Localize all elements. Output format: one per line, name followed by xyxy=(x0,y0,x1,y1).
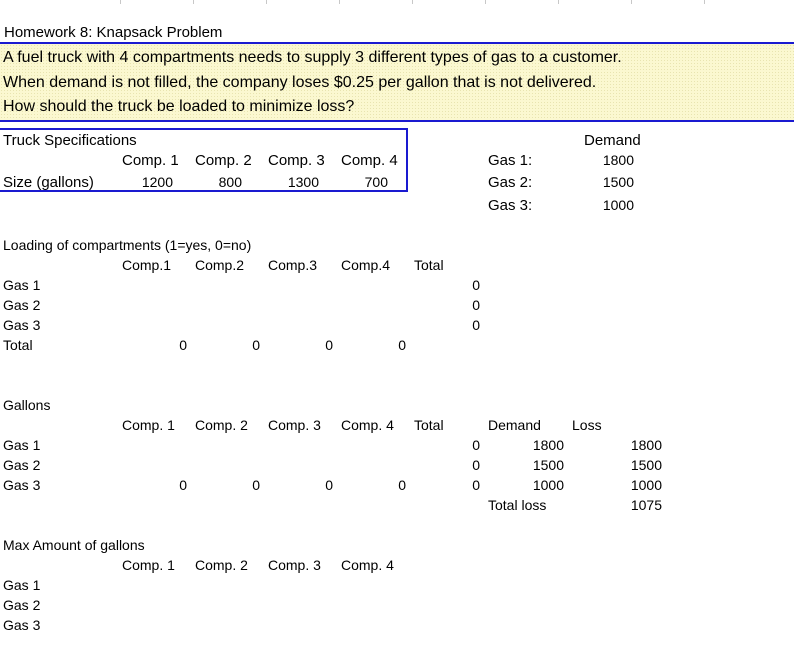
problem-top-border xyxy=(0,42,794,44)
column-gridline xyxy=(412,0,413,4)
gallons-demand-gas2[interactable]: 1500 xyxy=(532,457,564,473)
gallons-gas3-comp4[interactable]: 0 xyxy=(398,477,406,493)
gallons-total-gas1[interactable]: 0 xyxy=(472,437,480,453)
column-gridline xyxy=(120,0,121,4)
spec-size-comp1[interactable]: 1200 xyxy=(141,174,173,190)
loading-header-comp2[interactable]: Comp.2 xyxy=(195,257,245,273)
column-gridline xyxy=(193,0,194,4)
spec-header-comp1[interactable]: Comp. 1 xyxy=(122,152,179,169)
gallons-loss-gas1[interactable]: 1800 xyxy=(630,437,662,453)
loading-total-comp2[interactable]: 0 xyxy=(252,337,260,353)
spec-header-comp2[interactable]: Comp. 2 xyxy=(195,152,252,169)
truck-spec-title[interactable]: Truck Specifications xyxy=(3,132,137,149)
gallons-loss-gas2[interactable]: 1500 xyxy=(630,457,662,473)
spec-row-label[interactable]: Size (gallons) xyxy=(3,174,94,191)
spec-header-comp3[interactable]: Comp. 3 xyxy=(268,152,325,169)
max-header-comp1[interactable]: Comp. 1 xyxy=(122,557,175,573)
gallons-header-comp1[interactable]: Comp. 1 xyxy=(122,417,175,433)
gallons-row-label-gas3[interactable]: Gas 3 xyxy=(3,477,41,493)
loading-total-comp3[interactable]: 0 xyxy=(325,337,333,353)
gallons-header-demand[interactable]: Demand xyxy=(488,417,541,433)
loading-row-label-gas1[interactable]: Gas 1 xyxy=(3,277,41,293)
demand-label-gas3[interactable]: Gas 3: xyxy=(488,197,533,214)
loading-header-comp4[interactable]: Comp.4 xyxy=(341,257,391,273)
loading-total-comp4[interactable]: 0 xyxy=(398,337,406,353)
gallons-gas3-comp2[interactable]: 0 xyxy=(252,477,260,493)
loading-total-gas2[interactable]: 0 xyxy=(472,297,480,313)
loading-row-label-gas3[interactable]: Gas 3 xyxy=(3,317,41,333)
max-amount-title[interactable]: Max Amount of gallons xyxy=(3,537,145,553)
demand-value-gas2[interactable]: 1500 xyxy=(602,174,634,190)
gallons-demand-gas1[interactable]: 1800 xyxy=(532,437,564,453)
gallons-title[interactable]: Gallons xyxy=(3,397,51,413)
problem-line-1[interactable]: A fuel truck with 4 compartments needs to supply 3 different types of gas to a customer. xyxy=(3,49,622,66)
max-header-comp3[interactable]: Comp. 3 xyxy=(268,557,321,573)
loading-total-label[interactable]: Total xyxy=(3,337,33,353)
gallons-loss-gas3[interactable]: 1000 xyxy=(630,477,662,493)
gallons-total-gas3[interactable]: 0 xyxy=(472,477,480,493)
demand-label-gas2[interactable]: Gas 2: xyxy=(488,174,533,191)
loading-row-label-gas2[interactable]: Gas 2 xyxy=(3,297,41,313)
max-row-label-gas2[interactable]: Gas 2 xyxy=(3,597,41,613)
max-row-label-gas1[interactable]: Gas 1 xyxy=(3,577,41,593)
gallons-header-comp4[interactable]: Comp. 4 xyxy=(341,417,394,433)
gallons-header-comp3[interactable]: Comp. 3 xyxy=(268,417,321,433)
max-header-comp2[interactable]: Comp. 2 xyxy=(195,557,248,573)
max-row-label-gas3[interactable]: Gas 3 xyxy=(3,617,41,633)
gallons-row-label-gas2[interactable]: Gas 2 xyxy=(3,457,41,473)
gallons-gas3-comp3[interactable]: 0 xyxy=(325,477,333,493)
column-gridline xyxy=(339,0,340,4)
max-header-comp4[interactable]: Comp. 4 xyxy=(341,557,394,573)
total-loss-label[interactable]: Total loss xyxy=(488,497,547,513)
spec-size-comp2[interactable]: 800 xyxy=(218,174,242,190)
gallons-header-loss[interactable]: Loss xyxy=(572,417,602,433)
problem-line-2[interactable]: When demand is not filled, the company loses $0.25 per gallon that is not delivered. xyxy=(3,74,597,91)
demand-title[interactable]: Demand xyxy=(584,132,641,149)
loading-header-comp1[interactable]: Comp.1 xyxy=(122,257,172,273)
gallons-header-total[interactable]: Total xyxy=(414,417,444,433)
demand-label-gas1[interactable]: Gas 1: xyxy=(488,152,533,169)
gallons-row-label-gas1[interactable]: Gas 1 xyxy=(3,437,41,453)
loading-title[interactable]: Loading of compartments (1=yes, 0=no) xyxy=(3,237,252,253)
gallons-total-gas2[interactable]: 0 xyxy=(472,457,480,473)
gallons-demand-gas3[interactable]: 1000 xyxy=(532,477,564,493)
loading-total-gas1[interactable]: 0 xyxy=(472,277,480,293)
gallons-header-comp2[interactable]: Comp. 2 xyxy=(195,417,248,433)
column-gridline xyxy=(558,0,559,4)
column-gridline xyxy=(485,0,486,4)
spec-size-comp3[interactable]: 1300 xyxy=(287,174,319,190)
page-title[interactable]: Homework 8: Knapsack Problem xyxy=(4,24,223,41)
column-gridline xyxy=(631,0,632,4)
problem-line-3[interactable]: How should the truck be loaded to minimize loss? xyxy=(3,98,355,115)
column-gridline xyxy=(266,0,267,4)
demand-value-gas3[interactable]: 1000 xyxy=(602,197,634,213)
loading-header-comp3[interactable]: Comp.3 xyxy=(268,257,318,273)
spec-size-comp4[interactable]: 700 xyxy=(364,174,388,190)
loading-header-total[interactable]: Total xyxy=(414,257,444,273)
loading-total-comp1[interactable]: 0 xyxy=(179,337,187,353)
column-gridline xyxy=(704,0,705,4)
demand-value-gas1[interactable]: 1800 xyxy=(602,152,634,168)
gallons-gas3-comp1[interactable]: 0 xyxy=(179,477,187,493)
problem-bottom-border xyxy=(0,120,794,122)
loading-total-gas3[interactable]: 0 xyxy=(472,317,480,333)
total-loss-value[interactable]: 1075 xyxy=(630,497,662,513)
spec-header-comp4[interactable]: Comp. 4 xyxy=(341,152,398,169)
